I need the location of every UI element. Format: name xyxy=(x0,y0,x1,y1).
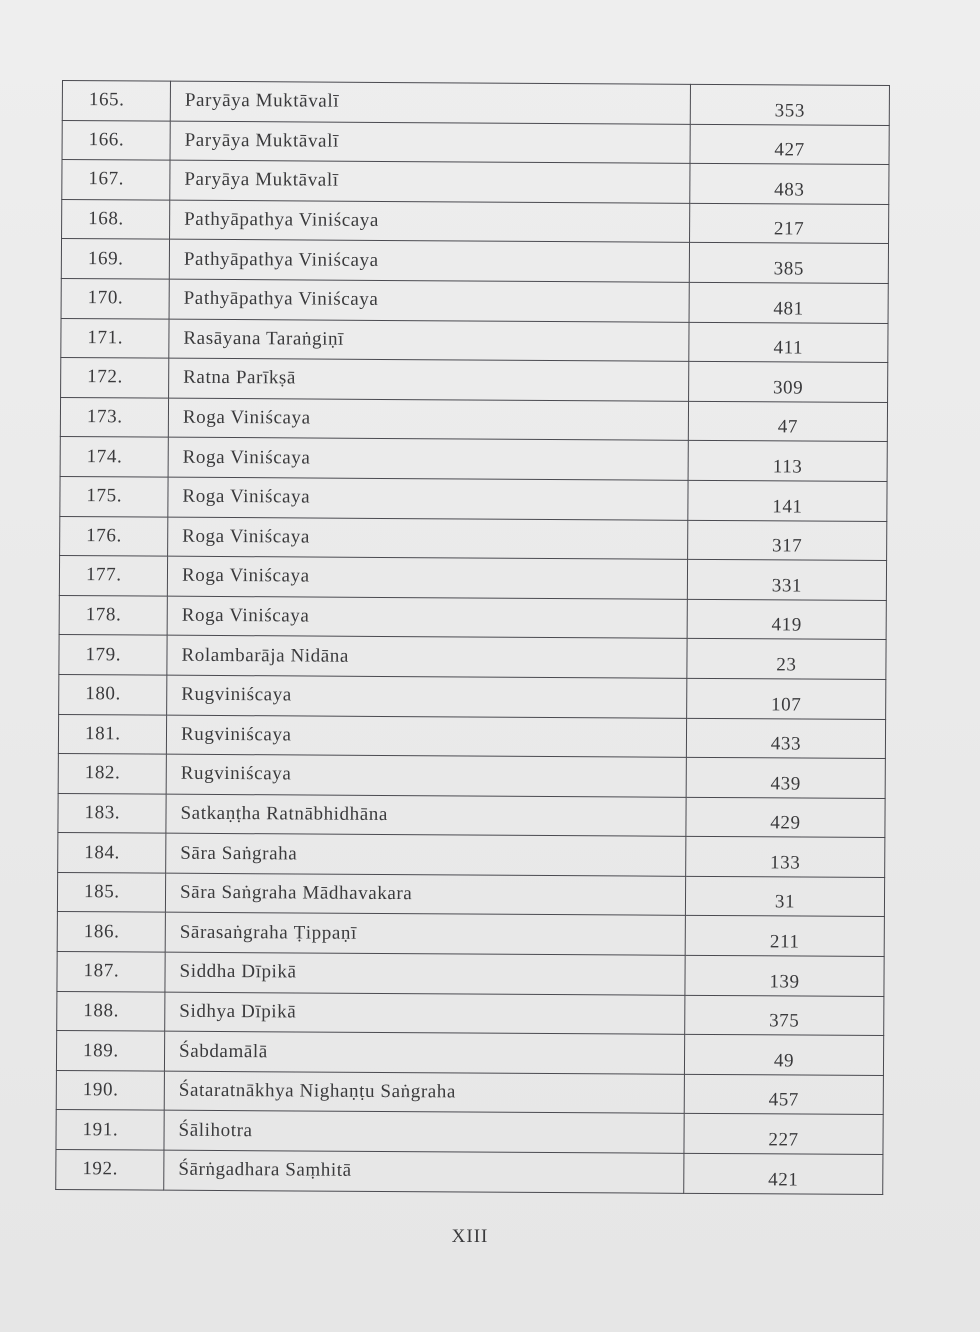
table-row xyxy=(56,1150,883,1195)
row-number: 168. xyxy=(62,199,170,239)
row-number: 171. xyxy=(61,318,169,358)
page-reference: 421 xyxy=(684,1153,883,1194)
index-table-body xyxy=(56,81,890,1195)
table-row xyxy=(57,952,884,997)
table-row xyxy=(58,754,885,799)
page-reference: 481 xyxy=(689,282,888,323)
page-reference: 439 xyxy=(686,757,885,798)
row-number: 172. xyxy=(61,358,169,398)
row-number: 188. xyxy=(57,991,165,1031)
page-reference: 139 xyxy=(685,955,884,996)
table-row xyxy=(57,872,884,917)
table-row xyxy=(58,833,885,878)
page-reference: 385 xyxy=(689,243,888,284)
table-row xyxy=(56,1031,883,1076)
table-row xyxy=(59,674,886,719)
row-number: 165. xyxy=(62,81,170,121)
text-title: Siddha Dīpikā xyxy=(165,952,685,995)
text-title: Sidhya Dīpikā xyxy=(165,992,685,1035)
table-row xyxy=(61,239,888,284)
text-title: Roga Viniścaya xyxy=(168,398,688,441)
text-title: Sāra Saṅgraha xyxy=(166,833,686,876)
row-number: 183. xyxy=(58,793,166,833)
row-number: 192. xyxy=(56,1150,164,1190)
row-number: 180. xyxy=(59,674,167,714)
page-reference: 227 xyxy=(684,1114,883,1155)
table-row xyxy=(60,397,887,442)
text-title: Paryāya Muktāvalī xyxy=(170,160,690,203)
page-reference: 427 xyxy=(690,124,889,165)
row-number: 167. xyxy=(62,160,170,200)
table-row xyxy=(60,437,887,482)
row-number: 182. xyxy=(58,754,166,794)
table-row xyxy=(56,1110,883,1155)
text-title: Paryāya Muktāvalī xyxy=(170,81,690,124)
page-reference: 47 xyxy=(688,401,887,442)
row-number: 166. xyxy=(62,120,170,160)
row-number: 173. xyxy=(60,397,168,437)
table-row xyxy=(59,635,886,680)
row-number: 187. xyxy=(57,952,165,992)
page-reference: 211 xyxy=(685,916,884,957)
row-number: 186. xyxy=(57,912,165,952)
text-title: Roga Viniścaya xyxy=(167,556,687,599)
page-reference: 31 xyxy=(685,876,884,917)
row-number: 170. xyxy=(61,278,169,318)
text-title: Śālihotra xyxy=(164,1111,684,1154)
row-number: 184. xyxy=(58,833,166,873)
row-number: 179. xyxy=(59,635,167,675)
table-row xyxy=(58,793,885,838)
page-reference: 49 xyxy=(684,1035,883,1076)
index-table xyxy=(55,80,890,1195)
text-title: Paryāya Muktāvalī xyxy=(170,121,690,164)
text-title: Roga Viniścaya xyxy=(168,477,688,520)
row-number: 175. xyxy=(60,476,168,516)
table-row xyxy=(61,318,888,363)
table-row xyxy=(62,120,889,165)
text-title: Roga Viniścaya xyxy=(167,596,687,639)
text-title: Śārṅgadhara Saṃhitā xyxy=(164,1150,684,1193)
page-reference: 107 xyxy=(687,678,886,719)
text-title: Rasāyana Taraṅgiṇī xyxy=(169,319,689,362)
table-row xyxy=(57,912,884,957)
text-title: Pathyāpathya Viniścaya xyxy=(170,200,690,243)
page-reference: 113 xyxy=(688,441,887,482)
row-number: 169. xyxy=(61,239,169,279)
page-reference: 429 xyxy=(686,797,885,838)
row-number: 174. xyxy=(60,437,168,477)
row-number: 189. xyxy=(56,1031,164,1071)
text-title: Rugviniścaya xyxy=(166,754,686,797)
text-title: Śataratnākhya Nighaṇṭu Saṅgraha xyxy=(164,1071,684,1114)
table-row xyxy=(59,595,886,640)
text-title: Rugviniścaya xyxy=(166,715,686,758)
table-row xyxy=(61,358,888,403)
page-reference: 23 xyxy=(687,639,886,680)
row-number: 185. xyxy=(57,872,165,912)
page-reference: 217 xyxy=(690,203,889,244)
index-table-container xyxy=(55,80,888,1195)
text-title: Śabdamālā xyxy=(164,1031,684,1074)
row-number: 181. xyxy=(58,714,166,754)
text-title: Satkaṇṭha Ratnābhidhāna xyxy=(166,794,686,837)
table-row xyxy=(56,1070,883,1115)
page-reference: 133 xyxy=(686,837,885,878)
text-title: Rugviniścaya xyxy=(167,675,687,718)
text-title: Roga Viniścaya xyxy=(168,517,688,560)
table-row xyxy=(62,160,889,205)
row-number: 177. xyxy=(59,556,167,596)
page-reference: 375 xyxy=(685,995,884,1036)
table-row xyxy=(62,199,889,244)
table-row xyxy=(58,714,885,759)
page-reference: 309 xyxy=(689,361,888,402)
table-row xyxy=(57,991,884,1036)
text-title: Pathyāpathya Viniścaya xyxy=(169,279,689,322)
page-reference: 317 xyxy=(688,520,887,561)
page-reference: 411 xyxy=(689,322,888,363)
table-row xyxy=(60,476,887,521)
page-number: XIII xyxy=(451,1226,489,1247)
row-number: 178. xyxy=(59,595,167,635)
page-reference: 331 xyxy=(687,559,886,600)
page-reference: 141 xyxy=(688,480,887,521)
text-title: Rolambarāja Nidāna xyxy=(167,635,687,678)
page-reference: 353 xyxy=(690,84,889,125)
text-title: Sārasaṅgraha Ṭippaṇī xyxy=(165,913,685,956)
row-number: 191. xyxy=(56,1110,164,1150)
text-title: Ratna Parīkṣā xyxy=(169,358,689,401)
table-row xyxy=(62,81,889,126)
text-title: Sāra Saṅgraha Mādhavakara xyxy=(165,873,685,916)
table-row xyxy=(61,278,888,323)
text-title: Roga Viniścaya xyxy=(168,437,688,480)
text-title: Pathyāpathya Viniścaya xyxy=(169,240,689,283)
page-reference: 457 xyxy=(684,1074,883,1115)
table-row xyxy=(59,556,886,601)
page-reference: 433 xyxy=(686,718,885,759)
row-number: 190. xyxy=(56,1070,164,1110)
page-reference: 483 xyxy=(690,164,889,205)
row-number: 176. xyxy=(60,516,168,556)
page-reference: 419 xyxy=(687,599,886,640)
table-row xyxy=(60,516,887,561)
